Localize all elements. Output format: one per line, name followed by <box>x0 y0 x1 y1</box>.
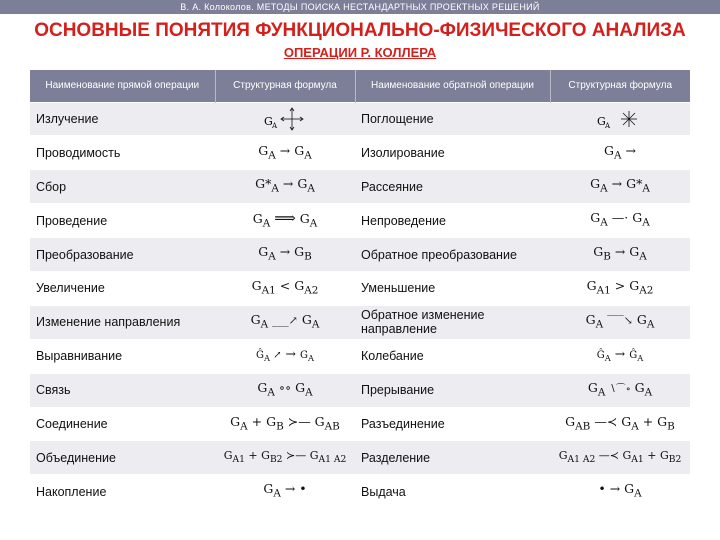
inverse-formula: $G_{AB}$ —≺ $G_A + G_B$ <box>550 407 690 441</box>
svg-text:G: G <box>264 114 273 128</box>
inverse-formula: $G_{A1} > G_{A2}$ <box>550 271 690 305</box>
table-row <box>30 170 690 204</box>
svg-text:G: G <box>597 114 606 128</box>
inverse-formula: $G_A$ → <box>550 136 690 170</box>
inverse-operation-name: Обратное изменение направление <box>355 305 550 339</box>
table-row <box>30 407 690 441</box>
direct-operation-name: Проведение <box>30 204 215 238</box>
direct-formula <box>215 102 355 136</box>
inverse-formula: $G_B \to G_A$ <box>550 238 690 272</box>
direct-operation-name: Объединение <box>30 441 215 475</box>
direct-formula: $G_A + G_B$ ≻— $G_{AB}$ <box>215 407 355 441</box>
inverse-operation-name: Обратное преобразование <box>355 238 550 272</box>
inverse-operation-name: Уменьшение <box>355 271 550 305</box>
inverse-operation-name: Непроведение <box>355 204 550 238</box>
inverse-operation-name: Колебание <box>355 339 550 373</box>
direct-formula: $G_A \to G_B$ <box>215 238 355 272</box>
direct-operation-name: Сбор <box>30 170 215 204</box>
direct-operation-name: Накопление <box>30 475 215 509</box>
column-header: Структурная формула <box>215 70 355 102</box>
direct-formula: $G_A$ → • <box>215 475 355 509</box>
direct-formula: $G_A \to G_A$ <box>215 136 355 170</box>
table-row <box>30 136 690 170</box>
inverse-formula: $G_A$ —· $G_A$ <box>550 204 690 238</box>
inverse-operation-name: Изолирование <box>355 136 550 170</box>
inverse-operation-name: Прерывание <box>355 373 550 407</box>
inverse-operation-name: Разделение <box>355 441 550 475</box>
direct-operation-name: Преобразование <box>30 238 215 272</box>
direct-formula: $G_A$ ⟹ $G_A$ <box>215 204 355 238</box>
direct-operation-name: Излучение <box>30 102 215 136</box>
direct-operation-name: Соединение <box>30 407 215 441</box>
inverse-formula: • → $G_A$ <box>550 475 690 509</box>
direct-formula: $G_A$ ∘∘ $G_A$ <box>215 373 355 407</box>
direct-formula: $G_A$ ___↗ $G_A$ <box>215 305 355 339</box>
inverse-formula: $G_{A1 A2}$ —≺ $G_{A1} + G_{B2}$ <box>550 441 690 475</box>
radiation-formula-icon <box>250 105 320 133</box>
inverse-formula <box>550 102 690 136</box>
inverse-operation-name: Поглощение <box>355 102 550 136</box>
column-header: Наименование обратной операции <box>355 70 550 102</box>
direct-formula: $G*_A \to G_A$ <box>215 170 355 204</box>
operations-table <box>30 70 690 509</box>
table-row <box>30 339 690 373</box>
inverse-operation-name: Разъединение <box>355 407 550 441</box>
direct-operation-name: Выравнивание <box>30 339 215 373</box>
inverse-formula: $G_A$ ∖⌒∘ $G_A$ <box>550 373 690 407</box>
direct-operation-name: Проводимость <box>30 136 215 170</box>
inverse-operation-name: Выдача <box>355 475 550 509</box>
direct-operation-name: Увеличение <box>30 271 215 305</box>
absorption-formula-icon <box>585 105 655 133</box>
inverse-formula: $G_A \to G*_A$ <box>550 170 690 204</box>
direct-operation-name: Изменение направления <box>30 305 215 339</box>
svg-text:A: A <box>605 121 611 130</box>
page-title: ОСНОВНЫЕ ПОНЯТИЯ ФУНКЦИОНАЛЬНО-ФИЗИЧЕСКОГО АНАЛИЗА <box>34 20 686 41</box>
table-row <box>30 102 690 136</box>
inverse-formula: $Ĝ_A$ → $Ĝ_A$ <box>550 339 690 373</box>
table-row <box>30 204 690 238</box>
table-row <box>30 441 690 475</box>
inverse-formula: $G_A$ ‾‾‾↘ $G_A$ <box>550 305 690 339</box>
svg-text:A: A <box>272 121 278 130</box>
column-header: Структурная формула <box>550 70 690 102</box>
direct-formula: $Ĝ_A$ ↗ → $G_A$ <box>215 339 355 373</box>
inverse-operation-name: Рассеяние <box>355 170 550 204</box>
table-header-row <box>30 70 690 102</box>
column-header: Наименование прямой операции <box>30 70 215 102</box>
table-row <box>30 305 690 339</box>
direct-operation-name: Связь <box>30 373 215 407</box>
table-row <box>30 373 690 407</box>
top-bar: В. А. Колоколов. МЕТОДЫ ПОИСКА НЕСТАНДАРТНЫХ ПРОЕКТНЫХ РЕШЕНИЙ <box>0 0 720 14</box>
page-subtitle: ОПЕРАЦИИ Р. КОЛЛЕРА <box>283 45 437 60</box>
table-row <box>30 271 690 305</box>
direct-formula: $G_{A1} < G_{A2}$ <box>215 271 355 305</box>
table-row <box>30 475 690 509</box>
table-row <box>30 238 690 272</box>
direct-formula: $G_{A1} + G_{B2}$ ≻— $G_{A1 A2}$ <box>215 441 355 475</box>
